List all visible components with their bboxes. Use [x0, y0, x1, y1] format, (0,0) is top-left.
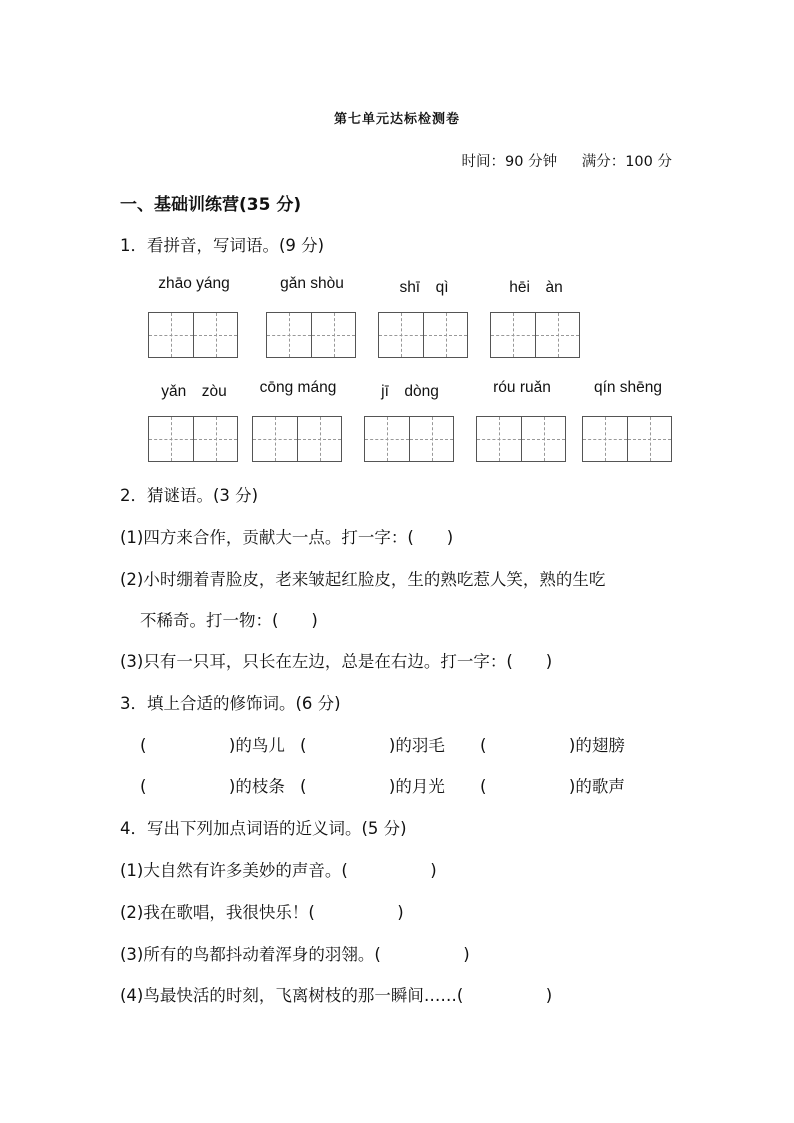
writing-grid[interactable]: [266, 312, 356, 358]
modifier-blank: ( )的枝条: [140, 777, 285, 796]
question-4-heading: 4．写出下列加点词语的近义词。(5 分): [120, 819, 407, 838]
synonym-item: (1)大自然有许多美妙的声音。( ): [120, 861, 437, 880]
synonym-item: (4)鸟最快活的时刻，飞离树枝的那一瞬间……( ): [120, 986, 553, 1005]
question-2-heading: 2．猜谜语。(3 分): [120, 486, 259, 505]
question-1-heading: 1．看拼音，写词语。(9 分): [120, 236, 325, 255]
question-3-heading: 3．填上合适的修饰词。(6 分): [120, 694, 341, 713]
pinyin-label: róu ruǎn: [493, 379, 551, 396]
pinyin-label: hēi àn: [509, 279, 563, 296]
modifier-blank: ( )的月光: [300, 777, 445, 796]
writing-grid[interactable]: [148, 416, 238, 462]
time-limit: 时间：90 分钟: [461, 154, 558, 170]
riddle-item: (3)只有一只耳，只长在左边，总是在右边。打一字：( ): [120, 652, 553, 671]
pinyin-label: shī qì: [399, 279, 449, 296]
synonym-item: (3)所有的鸟都抖动着浑身的羽翎。( ): [120, 945, 470, 964]
writing-grid[interactable]: [378, 312, 468, 358]
exam-meta: [442, 150, 672, 171]
writing-grid[interactable]: [148, 312, 238, 358]
riddle-item-continued: 不稀奇。打一物：( ): [140, 611, 318, 630]
page-title: 第七单元达标检测卷: [333, 112, 460, 127]
writing-grid[interactable]: [490, 312, 580, 358]
pinyin-label: zhāo yáng: [158, 275, 230, 292]
section-heading: 一、基础训练营(35 分): [120, 195, 302, 215]
writing-grid[interactable]: [252, 416, 342, 462]
full-score: 满分：100 分: [581, 154, 672, 170]
riddle-item: (1)四方来合作，贡献大一点。打一字：( ): [120, 528, 454, 547]
pinyin-label: jī dòng: [381, 383, 439, 400]
writing-grid[interactable]: [476, 416, 566, 462]
pinyin-label: cōng máng: [259, 379, 337, 396]
riddle-item: (2)小时绷着青脸皮，老来皱起红脸皮，生的熟吃惹人笑，熟的生吃: [120, 570, 606, 589]
modifier-blank: ( )的羽毛: [300, 736, 445, 755]
pinyin-label: yǎn zòu: [161, 383, 227, 400]
modifier-blank: ( )的鸟儿: [140, 736, 285, 755]
writing-grid[interactable]: [364, 416, 454, 462]
modifier-blank: ( )的翅膀: [480, 736, 625, 755]
writing-grid[interactable]: [582, 416, 672, 462]
modifier-blank: ( )的歌声: [480, 777, 625, 796]
synonym-item: (2)我在歌唱，我很快乐！( ): [120, 903, 404, 922]
pinyin-label: gǎn shòu: [280, 275, 344, 292]
pinyin-label: qín shēng: [593, 379, 663, 396]
